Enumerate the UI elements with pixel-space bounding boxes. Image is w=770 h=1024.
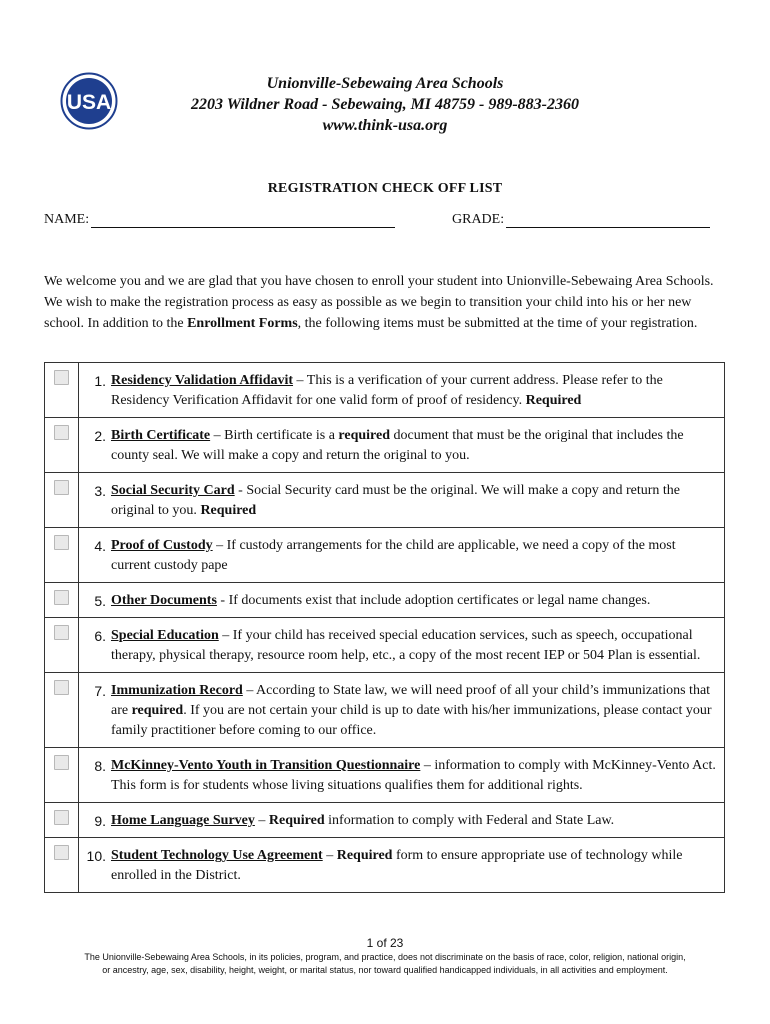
district-logo	[60, 72, 118, 130]
item-name: Birth Certificate	[111, 428, 211, 443]
item-description: –	[322, 848, 337, 863]
checkbox[interactable]	[54, 680, 69, 695]
item-description-end: . If you are not certain your child is up to date with his/her immunizations, please contact your family practitioner before coming to our office.	[111, 703, 712, 738]
school-address: 2203 Wildner Road - Sebewaing, MI 48759 - 989-883-2360	[190, 96, 579, 113]
item-content	[79, 418, 725, 473]
item-name: Social Security Card	[111, 483, 235, 498]
checkbox-cell	[45, 748, 79, 803]
school-name: Unionville-Sebewaing Area Schools	[266, 75, 504, 92]
checkbox-cell	[45, 803, 79, 838]
enrollment-forms-bold: Enrollment Forms	[187, 316, 298, 331]
logo-text: USA	[66, 91, 112, 114]
required-label: Required	[200, 503, 257, 518]
item-description: – information to comply with McKinney-Vento Act. This form is for students whose living situations qualifies them for additional rights.	[111, 758, 716, 793]
checkbox-cell	[45, 473, 79, 528]
checkbox[interactable]	[54, 590, 69, 605]
page-title: REGISTRATION CHECK OFF LIST	[267, 181, 503, 196]
checkbox[interactable]	[54, 425, 69, 440]
item-content	[79, 838, 725, 893]
item-name: Immunization Record	[111, 683, 243, 698]
item-name: Other Documents	[111, 593, 217, 608]
required-label: Required	[336, 848, 393, 863]
item-text	[111, 591, 718, 611]
item-description: –	[254, 813, 269, 828]
item-content	[79, 803, 725, 838]
item-text	[111, 846, 718, 886]
item-content	[79, 583, 725, 618]
required-label: Required	[525, 393, 582, 408]
nondiscrimination-footer: The Unionville-Sebewaing Area Schools, in its policies, program, and practice, does not discriminate on the basis of race, color, religion, national origin, or ancestry, age, sex, disability, height, weight, or marital status, nor toward qualified handicapped individuals, in all activities and employment.	[84, 952, 686, 975]
item-text	[111, 811, 718, 831]
item-text	[111, 626, 718, 666]
checkbox-cell	[45, 618, 79, 673]
item-text	[111, 681, 718, 741]
checkbox-cell	[45, 363, 79, 418]
item-text	[111, 481, 718, 521]
item-number: 4.	[94, 538, 106, 554]
checkbox-cell	[45, 673, 79, 748]
name-label: NAME:	[44, 212, 90, 227]
checkbox[interactable]	[54, 480, 69, 495]
name-input-line[interactable]	[91, 211, 395, 228]
checklist-row	[45, 583, 725, 618]
grade-label: GRADE:	[452, 212, 505, 227]
item-number: 10.	[86, 848, 106, 864]
item-content	[79, 528, 725, 583]
checkbox[interactable]	[54, 370, 69, 385]
item-content	[79, 673, 725, 748]
checkbox-cell	[45, 528, 79, 583]
checklist-row	[45, 673, 725, 748]
checklist-row	[45, 748, 725, 803]
grade-field	[452, 211, 710, 228]
intro-paragraph: We welcome you and we are glad that you have chosen to enroll your student into Unionville-Sebewaing Area Schools. We wish to make the registration process as easy as possible as we begin to transition your child into his or her new school. In addition to the Enrollment Forms, the following items must be submitted at the time of your registration.	[44, 274, 714, 331]
school-header	[150, 73, 620, 136]
checkbox[interactable]	[54, 845, 69, 860]
checkbox-cell	[45, 583, 79, 618]
item-number: 1.	[94, 373, 106, 389]
checklist-row	[45, 618, 725, 673]
item-text	[111, 371, 718, 411]
item-description-end: information to comply with Federal and State Law.	[324, 813, 615, 828]
item-name: Special Education	[111, 628, 219, 643]
item-text	[111, 756, 718, 796]
item-content	[79, 363, 725, 418]
item-number: 7.	[94, 683, 106, 699]
item-description: - Social Security card must be the original. We will make a copy and return the original to you.	[111, 483, 680, 518]
item-description: – Birth certificate is a	[210, 428, 339, 443]
required-label: required	[131, 703, 184, 718]
item-description-end: form to ensure appropriate use of technology while enrolled in the District.	[111, 848, 683, 883]
item-number: 9.	[94, 813, 106, 829]
item-number: 5.	[94, 593, 106, 609]
item-name: McKinney-Vento Youth in Transition Questionnaire	[111, 758, 421, 773]
item-number: 2.	[94, 428, 106, 444]
item-description: – This is a verification of your current address. Please refer to the Residency Verification Affidavit for one valid form of proof of residency.	[111, 373, 663, 408]
name-field	[44, 211, 395, 228]
item-text	[111, 536, 718, 576]
checklist-row	[45, 838, 725, 893]
item-description: – According to State law, we will need proof of all your child’s immunizations that are	[111, 683, 711, 718]
checkbox[interactable]	[54, 535, 69, 550]
item-description-end: document that must be the original that includes the county seal. We will make a copy and return the original to you.	[111, 428, 684, 463]
checklist-row	[45, 528, 725, 583]
required-label: required	[338, 428, 391, 443]
checklist-row	[45, 803, 725, 838]
required-label: Required	[268, 813, 325, 828]
checkbox[interactable]	[54, 625, 69, 640]
checklist-row	[45, 418, 725, 473]
checkbox[interactable]	[54, 755, 69, 770]
checkbox-cell	[45, 418, 79, 473]
item-number: 3.	[94, 483, 106, 499]
item-number: 6.	[94, 628, 106, 644]
item-description: - If documents exist that include adoption certificates or legal name changes.	[216, 593, 651, 608]
item-description: – If your child has received special education services, such as speech, occupational therapy, physical therapy, resource room help, etc., a copy of the most recent IEP or 504 Plan is essential.	[111, 628, 701, 663]
item-content	[79, 473, 725, 528]
checklist-row	[45, 473, 725, 528]
item-content	[79, 748, 725, 803]
checkbox-cell	[45, 838, 79, 893]
school-website: www.think-usa.org	[322, 117, 448, 134]
item-number: 8.	[94, 758, 106, 774]
item-name: Residency Validation Affidavit	[111, 373, 294, 388]
item-text	[111, 426, 718, 466]
item-content	[79, 618, 725, 673]
checklist-row	[45, 363, 725, 418]
item-name: Student Technology Use Agreement	[111, 848, 323, 863]
checkbox[interactable]	[54, 810, 69, 825]
item-name: Proof of Custody	[111, 538, 213, 553]
item-name: Home Language Survey	[111, 813, 255, 828]
checklist-table	[44, 362, 725, 893]
page-number: 1 of 23	[366, 936, 404, 950]
grade-input-line[interactable]	[506, 211, 710, 228]
item-description: – If custody arrangements for the child are applicable, we need a copy of the most current custody pape	[111, 538, 676, 573]
